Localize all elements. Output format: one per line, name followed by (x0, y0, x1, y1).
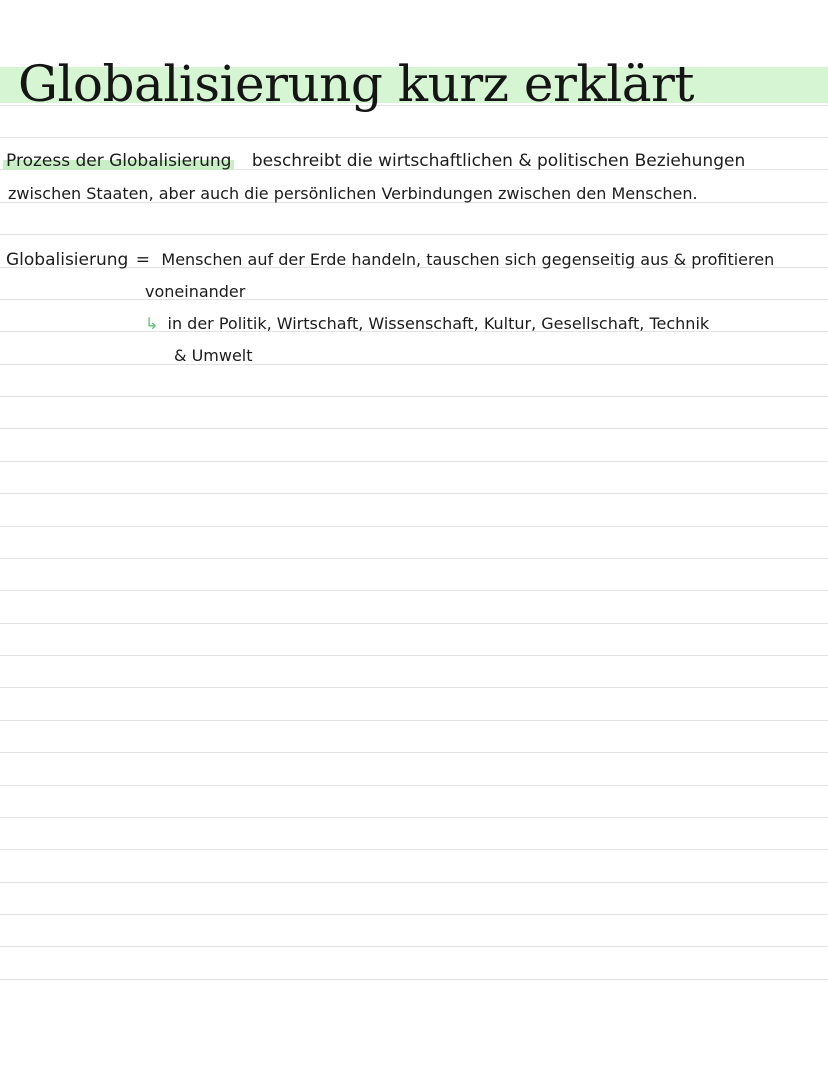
definition-line-3 (145, 313, 709, 335)
ruled-line (0, 946, 828, 947)
intro-text: beschreibt die wirtschaftlichen & politischen Beziehungen (251, 151, 746, 171)
ruled-line (0, 428, 828, 429)
ruled-line (0, 493, 828, 494)
ruled-line (0, 849, 828, 850)
ruled-line (0, 655, 828, 656)
highlighted-term: Prozess der Globalisierung (3, 151, 234, 171)
ruled-line (0, 785, 828, 786)
ruled-line (0, 817, 828, 818)
intro-line-1 (6, 150, 745, 172)
ruled-line (0, 914, 828, 915)
ruled-line (0, 979, 828, 980)
ruled-line (0, 623, 828, 624)
ruled-line (0, 752, 828, 753)
ruled-line (0, 687, 828, 688)
definition-text: Menschen auf der Erde handeln, tauschen sich gegenseitig aus & profitieren (161, 250, 775, 269)
ruled-line (0, 590, 828, 591)
ruled-line (0, 720, 828, 721)
page-title: Globalisierung kurz erklärt (18, 55, 695, 113)
definition-line-2: voneinander (145, 282, 246, 301)
definition-areas: in der Politik, Wirtschaft, Wissenschaft, Kultur, Gesellschaft, Technik (167, 314, 710, 333)
definition-line-4: & Umwelt (174, 346, 253, 365)
ruled-line (0, 299, 828, 300)
ruled-line (0, 234, 828, 235)
definition-line-1 (6, 249, 774, 271)
definition-term: Globalisierung (6, 250, 129, 270)
arrow-icon: ↳ (145, 314, 159, 333)
equals-sign: = (135, 250, 150, 270)
ruled-line (0, 558, 828, 559)
ruled-line (0, 882, 828, 883)
ruled-line (0, 526, 828, 527)
intro-line-2: zwischen Staaten, aber auch die persönlichen Verbindungen zwischen den Menschen. (8, 184, 698, 203)
ruled-line (0, 137, 828, 138)
ruled-line (0, 364, 828, 365)
ruled-line (0, 461, 828, 462)
ruled-line (0, 396, 828, 397)
